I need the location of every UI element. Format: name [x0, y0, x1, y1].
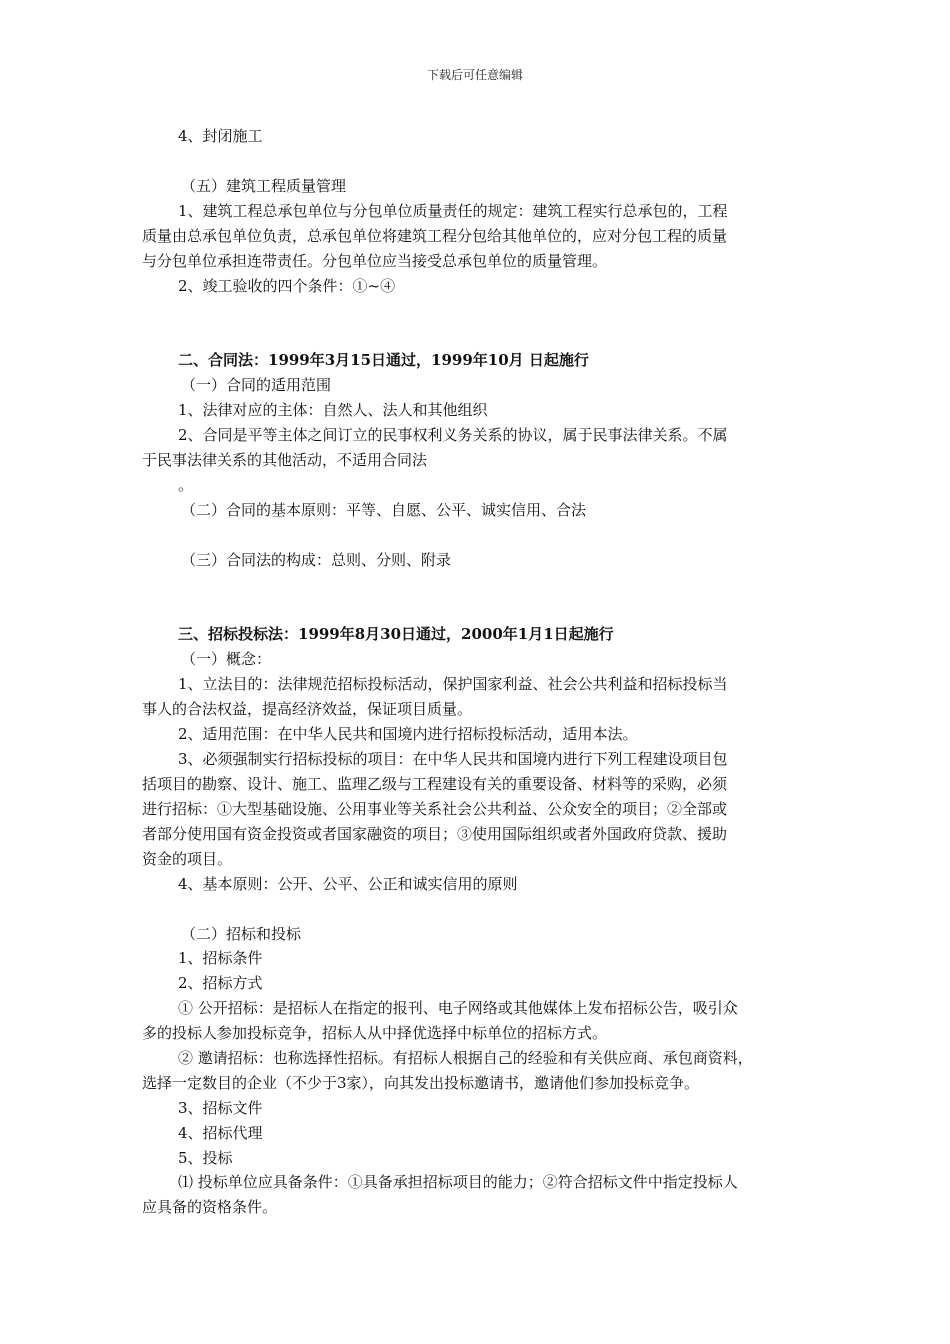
- text-line: 应具备的资格条件。: [142, 1198, 278, 1216]
- section-heading: （一）概念：: [181, 650, 272, 668]
- text-line: 。: [178, 476, 194, 494]
- text-line: 1、建筑工程总承包单位与分包单位质量责任的规定：建筑工程实行总承包的，工程: [178, 202, 728, 220]
- text-line: 2、合同是平等主体之间订立的民事权利义务关系的协议，属于民事法律关系。不属: [178, 426, 728, 444]
- section-heading: （二）合同的基本原则：平等、自愿、公平、诚实信用、合法: [181, 501, 587, 519]
- text-line: 4、基本原则：公开、公平、公正和诚实信用的原则: [178, 875, 518, 893]
- text-line: 1、招标条件: [178, 949, 263, 967]
- section-heading: （二）招标和投标: [181, 925, 302, 943]
- text-line: 与分包单位承担连带责任。分包单位应当接受总承包单位的质量管理。: [142, 252, 608, 270]
- text-line: 2、招标方式: [178, 974, 263, 992]
- text-line: 1、立法目的：法律规范招标投标活动，保护国家利益、社会公共利益和招标投标当: [178, 675, 728, 693]
- text-line: 选择一定数目的企业（不少于3家），向其发出投标邀请书，邀请他们参加投标竞争。: [142, 1074, 700, 1092]
- text-line: 事人的合法权益，提高经济效益，保证项目质量。: [142, 700, 473, 718]
- text-line: 2、适用范围：在中华人民共和国境内进行招标投标活动，适用本法。: [178, 725, 638, 743]
- text-line: 4、封闭施工: [178, 127, 263, 145]
- text-line: 3、必须强制实行招标投标的项目：在中华人民共和国境内进行下列工程建设项目包: [178, 750, 728, 768]
- text-line: 资金的项目。: [142, 850, 233, 868]
- text-line: ② 邀请招标：也称选择性招标。有招标人根据自己的经验和有关供应商、承包商资料，: [178, 1049, 753, 1067]
- text-line: 1、法律对应的主体：自然人、法人和其他组织: [178, 401, 488, 419]
- section-heading: （五）建筑工程质量管理: [181, 177, 347, 195]
- section-heading: （三）合同法的构成：总则、分则、附录: [181, 551, 452, 569]
- page-header: 下载后可任意编辑: [426, 68, 523, 82]
- text-line: 者部分使用国有资金投资或者国家融资的项目；③使用国际组织或者外国政府贷款、援助: [142, 825, 728, 843]
- text-line: 多的投标人参加投标竞争，招标人从中择优选择中标单位的招标方式。: [142, 1024, 608, 1042]
- text-line: 质量由总承包单位负责，总承包单位将建筑工程分包给其他单位的，应对分包工程的质量: [142, 227, 728, 245]
- chapter-heading: 二、合同法：1999年3月15日通过，1999年10月 日起施行: [178, 351, 589, 369]
- text-line: 5、投标: [178, 1149, 233, 1167]
- section-heading: （一）合同的适用范围: [181, 376, 332, 394]
- chapter-heading: 三、招标投标法：1999年8月30日通过，2000年1月1日起施行: [178, 625, 614, 643]
- text-line: 3、招标文件: [178, 1099, 263, 1117]
- text-line: ① 公开招标：是招标人在指定的报刊、电子网络或其他媒体上发布招标公告，吸引众: [178, 999, 738, 1017]
- text-line: 4、招标代理: [178, 1124, 263, 1142]
- text-line: 进行招标：①大型基础设施、公用事业等关系社会公共利益、公众安全的项目；②全部或: [142, 800, 728, 818]
- text-line: 括项目的勘察、设计、施工、监理乙级与工程建设有关的重要设备、材料等的采购，必须: [142, 775, 728, 793]
- text-line: ⑴ 投标单位应具备条件：①具备承担招标项目的能力；②符合招标文件中指定投标人: [178, 1173, 738, 1191]
- text-line: 于民事法律关系的其他活动，不适用合同法: [142, 451, 428, 469]
- text-line: 2、竣工验收的四个条件：①~④: [178, 277, 396, 295]
